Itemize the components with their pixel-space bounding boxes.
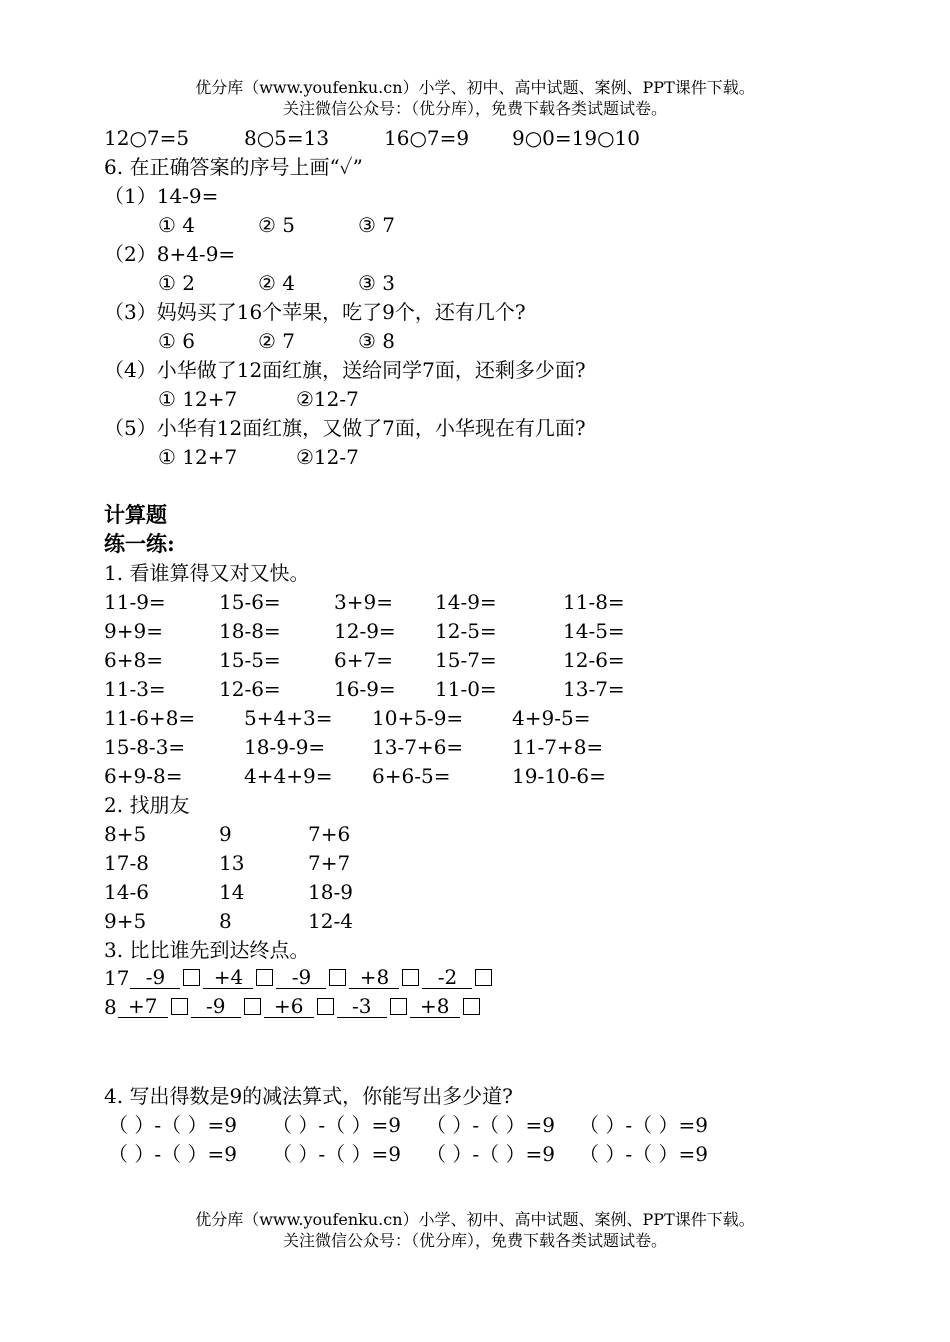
fill-item-4: 9○0=19○10 [512, 126, 641, 150]
q6-item-3: （3）妈妈买了16个苹果，吃了9个，还有几个? [104, 300, 526, 324]
header-line-2: 关注微信公众号：（优分库），免费下载各类试题试卷。 [282, 99, 667, 118]
calc-cell: 19-10-6= [512, 764, 606, 788]
answer-box[interactable] [463, 998, 480, 1015]
calc-cell: 4+9-5= [512, 706, 591, 730]
answer-box[interactable] [171, 998, 188, 1015]
match-cell: 17-8 [104, 851, 149, 875]
answer-box[interactable] [402, 969, 419, 986]
q6-item-4-opt-2: ②12-7 [296, 387, 359, 411]
calc-cell: 12-6= [219, 677, 281, 701]
section-subtitle: 练一练: [104, 531, 175, 556]
answer-box[interactable] [317, 998, 334, 1015]
q6-item-4-opt-1: ① 12+7 [158, 387, 238, 411]
q6-item-1: （1）14-9= [104, 184, 219, 208]
match-cell: 14-6 [104, 880, 149, 904]
answer-box[interactable] [244, 998, 261, 1015]
calc-cell: 15-6= [219, 590, 281, 614]
q6-item-3-opt-2: ② 7 [258, 329, 296, 353]
answer-box[interactable] [183, 969, 200, 986]
calc-cell: 5+4+3= [244, 706, 333, 730]
calc-cell: 11-6+8= [104, 706, 196, 730]
chain-step: -9 [276, 966, 326, 989]
q6-item-2: （2）8+4-9= [104, 242, 236, 266]
chain-2-start: 8 [104, 995, 117, 1019]
q6-title: 6. 在正确答案的序号上画“✓” [104, 155, 363, 179]
calc-cell: 13-7= [563, 677, 625, 701]
calc-cell: 16-9= [334, 677, 396, 701]
calc-cell: 10+5-9= [372, 706, 464, 730]
q6-item-1-opt-2: ② 5 [258, 213, 296, 237]
subtraction-blank[interactable]: （ ）-（ ）=9 [108, 1113, 237, 1137]
match-cell: 8 [219, 909, 232, 933]
subtraction-blank[interactable]: （ ）-（ ）=9 [272, 1142, 401, 1166]
calc-cell: 6+9-8= [104, 764, 183, 788]
calc-cell: 11-0= [435, 677, 497, 701]
match-cell: 14 [219, 880, 245, 904]
subtraction-blank[interactable]: （ ）-（ ）=9 [579, 1142, 708, 1166]
calc-cell: 11-8= [563, 590, 625, 614]
q6-item-2-opt-2: ② 4 [258, 271, 296, 295]
p1-title: 1. 看谁算得又对又快。 [104, 561, 310, 585]
chain-step: +4 [203, 966, 253, 989]
match-cell: 9+5 [104, 909, 147, 933]
q6-item-2-opt-3: ③ 3 [358, 271, 396, 295]
calc-cell: 4+4+9= [244, 764, 333, 788]
footer-line-1: 优分库（www.youfenku.cn）小学、初中、高中试题、案例、PPT课件下载。 [195, 1210, 755, 1229]
calc-cell: 6+8= [104, 648, 163, 672]
answer-box[interactable] [390, 998, 407, 1015]
fill-item-2: 8○5=13 [244, 126, 330, 150]
calc-cell: 15-8-3= [104, 735, 186, 759]
calc-cell: 18-8= [219, 619, 281, 643]
calc-cell: 11-9= [104, 590, 166, 614]
answer-box[interactable] [256, 969, 273, 986]
chain-2 [104, 995, 482, 1018]
calc-cell: 6+6-5= [372, 764, 451, 788]
chain-step: +8 [349, 966, 399, 989]
calc-cell: 3+9= [334, 590, 393, 614]
match-cell: 8+5 [104, 822, 147, 846]
answer-box[interactable] [329, 969, 346, 986]
match-cell: 7+7 [308, 851, 351, 875]
fill-item-3: 16○7=9 [384, 126, 470, 150]
subtraction-blank[interactable]: （ ）-（ ）=9 [579, 1113, 708, 1137]
calc-cell: 13-7+6= [372, 735, 464, 759]
q6-item-5-opt-1: ① 12+7 [158, 445, 238, 469]
match-cell: 7+6 [308, 822, 351, 846]
match-cell: 18-9 [308, 880, 353, 904]
calc-cell: 12-9= [334, 619, 396, 643]
calc-cell: 15-7= [435, 648, 497, 672]
chain-step: -2 [422, 966, 472, 989]
calc-cell: 12-6= [563, 648, 625, 672]
fill-item-1: 12○7=5 [104, 126, 190, 150]
q6-item-1-opt-1: ① 4 [158, 213, 196, 237]
chain-step: +6 [264, 995, 314, 1018]
q6-item-5-opt-2: ②12-7 [296, 445, 359, 469]
calc-cell: 11-7+8= [512, 735, 604, 759]
calc-cell: 11-3= [104, 677, 166, 701]
calc-cell: 15-5= [219, 648, 281, 672]
chain-step: -9 [191, 995, 241, 1018]
calc-cell: 18-9-9= [244, 735, 326, 759]
answer-box[interactable] [475, 969, 492, 986]
chain-step: +8 [410, 995, 460, 1018]
chain-1 [104, 966, 494, 989]
q6-item-3-opt-1: ① 6 [158, 329, 196, 353]
subtraction-blank[interactable]: （ ）-（ ）=9 [108, 1142, 237, 1166]
calc-cell: 14-9= [435, 590, 497, 614]
subtraction-blank[interactable]: （ ）-（ ）=9 [272, 1113, 401, 1137]
q6-item-2-opt-1: ① 2 [158, 271, 196, 295]
q6-item-3-opt-3: ③ 8 [358, 329, 396, 353]
subtraction-blank[interactable]: （ ）-（ ）=9 [426, 1142, 555, 1166]
calc-cell: 12-5= [435, 619, 497, 643]
calc-cell: 6+7= [334, 648, 393, 672]
chain-step: +7 [118, 995, 168, 1018]
match-cell: 13 [219, 851, 245, 875]
calc-cell: 9+9= [104, 619, 163, 643]
q6-item-1-opt-3: ③ 7 [358, 213, 396, 237]
chain-step: -9 [130, 966, 180, 989]
chain-1-start: 17 [104, 966, 130, 990]
footer-line-2: 关注微信公众号：（优分库），免费下载各类试题试卷。 [282, 1231, 667, 1250]
q6-item-5: （5）小华有12面红旗，又做了7面，小华现在有几面? [104, 416, 586, 440]
match-cell: 12-4 [308, 909, 353, 933]
p3-title: 3. 比比谁先到达终点。 [104, 938, 310, 962]
subtraction-blank[interactable]: （ ）-（ ）=9 [426, 1113, 555, 1137]
q6-item-4: （4）小华做了12面红旗，送给同学7面，还剩多少面? [104, 358, 586, 382]
p2-title: 2. 找朋友 [104, 793, 190, 817]
section-title: 计算题 [104, 502, 167, 527]
header-line-1: 优分库（www.youfenku.cn）小学、初中、高中试题、案例、PPT课件下载。 [195, 78, 755, 97]
p4-title: 4. 写出得数是9的减法算式，你能写出多少道? [104, 1084, 513, 1108]
match-cell: 9 [219, 822, 232, 846]
chain-step: -3 [337, 995, 387, 1018]
calc-cell: 14-5= [563, 619, 625, 643]
